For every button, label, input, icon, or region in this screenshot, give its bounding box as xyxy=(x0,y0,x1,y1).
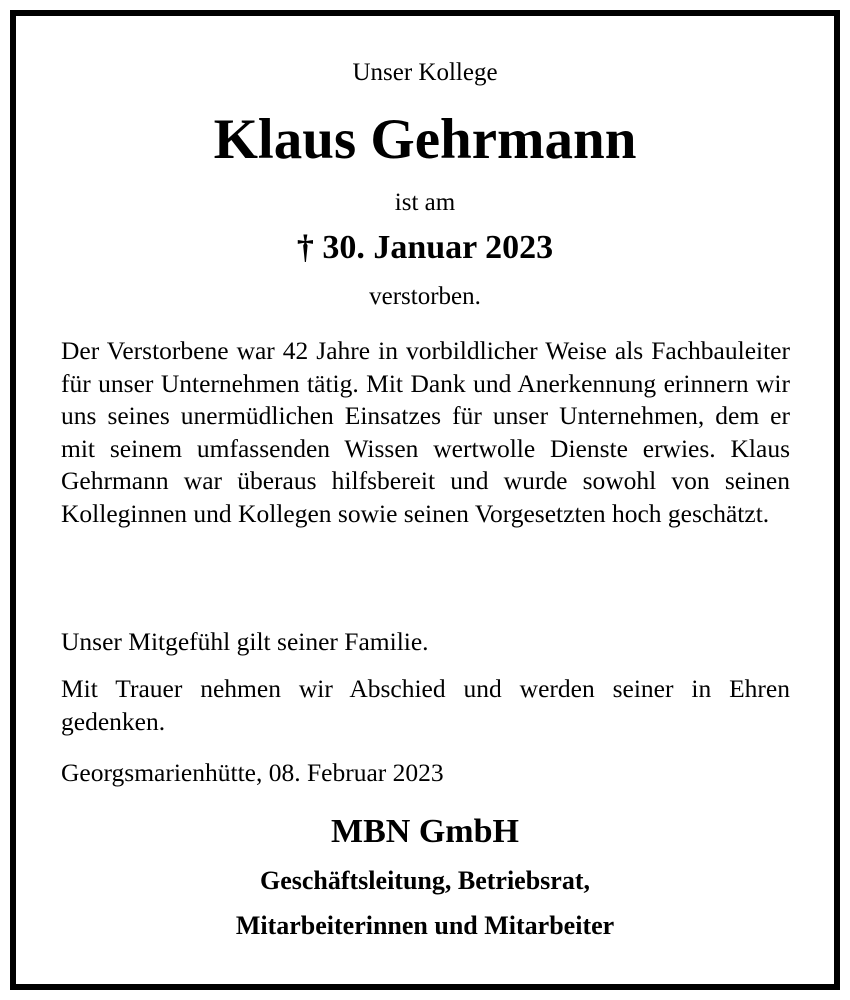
farewell-paragraph: Mit Trauer nehmen wir Abschied und werden seiner in Ehren gedenken. xyxy=(61,674,790,736)
intro-text: Unser Kollege xyxy=(352,59,498,86)
tribute-paragraph: Der Verstorbene war 42 Jahre in vorbildlicher Weise als Fachbauleiter für unser Unternehmen tätig. Mit Dank und Anerkennung erinnern wir uns seines unermüdlichen Einsatzes für unser Unternehmen, dem er mit seinem umfassenden Wissen wertwolle Dienste erwies. Klaus Gehrmann war überaus hilfsbereit und wurde sowohl von seinen Kolleginnen und Kollegen sowie seinen Vorgesetzten hoch geschätzt. xyxy=(61,336,790,528)
signature-line-2: Mitarbeiterinnen und Mitarbeiter xyxy=(235,911,615,940)
verstorben-text: verstorben. xyxy=(369,283,481,310)
deceased-name: Klaus Gehrmann xyxy=(213,108,637,171)
place-and-date: Georgsmarienhütte, 08. Februar 2023 xyxy=(61,758,444,787)
death-date: † 30. Januar 2023 xyxy=(296,229,554,266)
company-name: MBN GmbH xyxy=(331,813,519,850)
ist-am-text: ist am xyxy=(394,189,456,216)
signature-line-1: Geschäftsleitung, Betriebsrat, xyxy=(259,866,590,895)
condolence-paragraph: Unser Mitgefühl gilt seiner Familie. xyxy=(61,627,429,656)
